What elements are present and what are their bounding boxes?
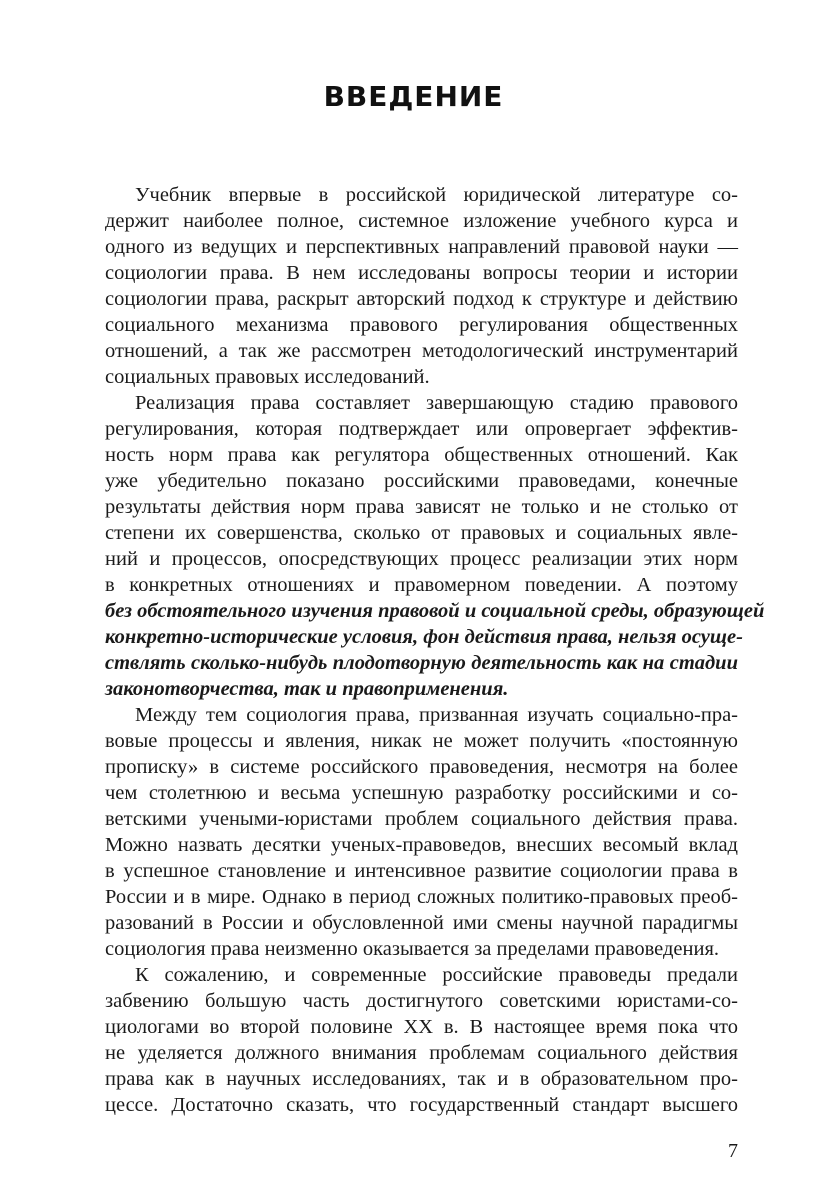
paragraph-1-line-2: держит наиболее полное, системное изложение учебного курса и bbox=[105, 210, 738, 232]
paragraph-4-line-2: забвению большую часть достигнутого советскими юристами-со- bbox=[105, 990, 738, 1012]
paragraph-1-line-5: социологии права, раскрыт авторский подход к структуре и действию bbox=[105, 288, 738, 310]
paragraph-3-line-6: Можно назвать десятки ученых-правоведов, внесших весомый вклад bbox=[105, 834, 738, 856]
paragraph-2-line-4: уже убедительно показано российскими правоведами, конечные bbox=[105, 470, 738, 492]
paragraph-3-line-3: прописку» в системе российского правоведения, несмотря на более bbox=[105, 756, 738, 778]
paragraph-2-emphasis-line-4: законотворчества, так и правоприменения. bbox=[105, 678, 509, 700]
paragraph-3-line-8: России и в мире. Однако в период сложных политико-правовых преоб- bbox=[105, 886, 738, 908]
paragraph-2-line-8: в конкретных отношениях и правомерном поведении. А поэтому bbox=[105, 574, 738, 596]
paragraph-3-line-5: ветскими учеными-юристами проблем социального действия права. bbox=[105, 808, 738, 830]
page-number: 7 bbox=[728, 1140, 738, 1162]
paragraph-4-line-6: цессе. Достаточно сказать, что государственный стандарт высшего bbox=[105, 1094, 738, 1116]
page-title: ВВЕДЕНИЕ bbox=[323, 80, 504, 113]
paragraph-2-line-7: ний и процессов, опосредствующих процесс реализации этих норм bbox=[105, 548, 738, 570]
paragraph-1-line-4: социологии права. В нем исследованы вопросы теории и истории bbox=[105, 262, 738, 284]
paragraph-4-line-5: права как в научных исследованиях, так и в образовательном про- bbox=[105, 1068, 738, 1090]
paragraph-2-line-1: Реализация права составляет завершающую стадию правового bbox=[135, 392, 738, 414]
paragraph-1-line-8: социальных правовых исследований. bbox=[105, 366, 430, 388]
paragraph-2-line-2: регулирования, которая подтверждает или опровергает эффектив- bbox=[105, 418, 738, 440]
paragraph-2-line-3: ность норм права как регулятора общественных отношений. Как bbox=[105, 444, 738, 466]
paragraph-3-line-2: вовые процессы и явления, никак не может получить «постоянную bbox=[105, 730, 738, 752]
paragraph-4-line-4: не уделяется должного внимания проблемам социального действия bbox=[105, 1042, 738, 1064]
paragraph-3-line-9: разований в России и обусловленной ими смены научной парадигмы bbox=[105, 912, 738, 934]
paragraph-1-line-3: одного из ведущих и перспективных направлений правовой науки — bbox=[105, 236, 738, 258]
paragraph-2-emphasis-line-2: конкретно-исторические условия, фон действия права, нельзя осуще- bbox=[105, 626, 743, 648]
paragraph-4-line-1: К сожалению, и современные российские правоведы предали bbox=[135, 964, 738, 986]
paragraph-2-emphasis-line-1: без обстоятельного изучения правовой и социальной среды, образующей bbox=[105, 600, 765, 622]
paragraph-1-line-7: отношений, а так же рассмотрен методологический инструментарий bbox=[105, 340, 738, 362]
paragraph-4-line-3: циологами во второй половине XX в. В настоящее время пока что bbox=[105, 1016, 738, 1038]
paragraph-2-line-5: результаты действия норм права зависят не только и не столько от bbox=[105, 496, 738, 518]
paragraph-2-line-6: степени их совершенства, сколько от правовых и социальных явле- bbox=[105, 522, 738, 544]
paragraph-3-line-10: социология права неизменно оказывается за пределами правоведения. bbox=[105, 938, 720, 960]
paragraph-2-emphasis-line-3: ствлять сколько-нибудь плодотворную деятельность как на стадии bbox=[105, 652, 738, 674]
paragraph-1-line-1: Учебник впервые в российской юридической литературе со- bbox=[135, 184, 738, 206]
paragraph-3-line-4: чем столетнюю и весьма успешную разработку российскими и со- bbox=[105, 782, 738, 804]
paragraph-3-line-1: Между тем социология права, призванная изучать социально-пра- bbox=[135, 704, 738, 726]
paragraph-1-line-6: социального механизма правового регулирования общественных bbox=[105, 314, 738, 336]
paragraph-3-line-7: в успешное становление и интенсивное развитие социологии права в bbox=[105, 860, 738, 882]
